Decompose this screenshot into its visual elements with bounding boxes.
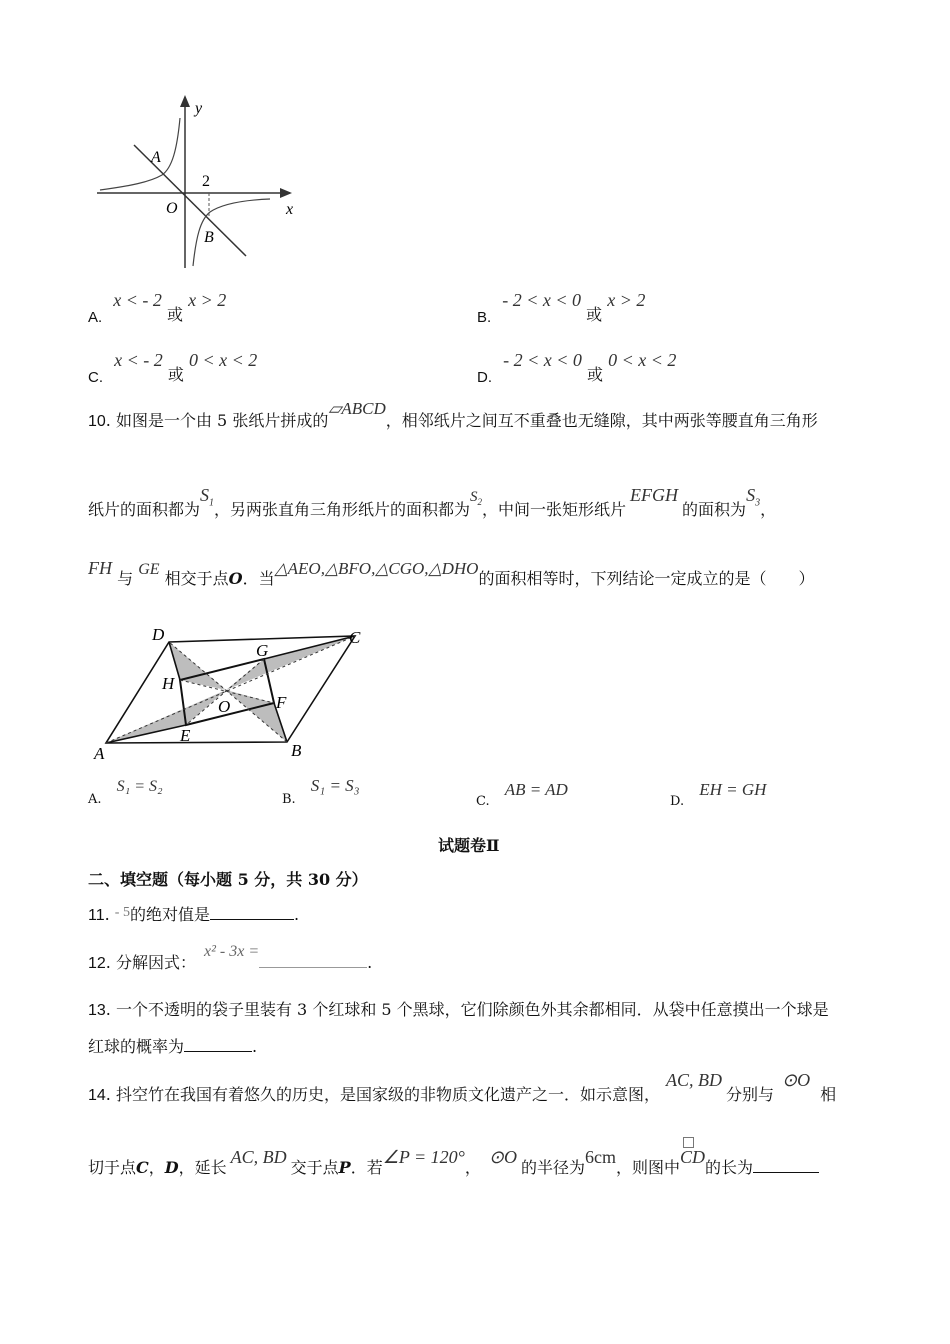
option-label: D. (477, 369, 492, 386)
vertex-label-h: H (162, 674, 175, 693)
point-b-label: B (204, 229, 214, 246)
graph-figure (90, 90, 310, 275)
arc-cd (680, 1147, 705, 1167)
option-math: x < - 2 (113, 290, 162, 310)
axis-x-label: x (286, 201, 294, 218)
q10-text: 与 (117, 569, 134, 588)
q9-option-c[interactable] (88, 348, 258, 386)
q11-math: - 5 (114, 905, 130, 920)
q12 (88, 938, 373, 972)
option-label: B. (282, 792, 296, 807)
axis-y-label: y (195, 100, 203, 117)
q11 (88, 902, 299, 925)
s1-subscript: 1 (209, 497, 215, 509)
option-math: - 2 < x < 0 (503, 350, 582, 370)
q10-option-a[interactable] (88, 776, 163, 807)
vertex-label-o: O (218, 697, 231, 716)
option-math: S₁ = S₂ (116, 778, 163, 795)
q10-text: ，另两张直角三角形纸片的面积都为 (214, 500, 471, 519)
q14-text: 切于点 (88, 1158, 137, 1177)
option-math: x > 2 (188, 290, 227, 310)
angle-p-expression: ∠P = 120° (382, 1147, 465, 1167)
q10-line-1 (88, 399, 818, 431)
option-math: S₁ = S₃ (310, 776, 360, 795)
q14-text: 交于点 (290, 1158, 339, 1177)
q13-text: . (252, 1037, 258, 1056)
q10-line-2 (88, 483, 777, 519)
question-number: 13 (88, 1002, 106, 1019)
q10-text: 的面积相等时，下列结论一定成立的是（ ） (478, 569, 815, 588)
radius-value: 6cm (585, 1147, 616, 1167)
q14-text: 分别与 (725, 1085, 774, 1104)
q14-line-1 (88, 1068, 837, 1104)
option-label: A. (88, 792, 102, 807)
option-math: 0 < x < 2 (188, 350, 258, 370)
q13-text: . 一个不透明的袋子里装有 3 个红球和 5 个黑球，它们除颜色外其余都相同．从袋中任意摸出一个球是 (105, 1000, 829, 1019)
question-number: 10 (88, 413, 106, 430)
q10-text: 的面积为 (682, 500, 747, 519)
q14-text: ．若 (350, 1158, 383, 1177)
edge-c-g (264, 636, 355, 659)
q14-text: ，延长 (178, 1158, 227, 1177)
option-math: EH = GH (699, 780, 767, 799)
vertex-label-g: G (256, 641, 269, 660)
q12-answer-blank[interactable] (259, 951, 367, 968)
q10-text: 相交于点 (164, 569, 229, 588)
question-number: 12 (88, 955, 106, 972)
q10-option-c[interactable] (476, 780, 568, 809)
q10-text: ， (760, 500, 777, 519)
s2-letter: S (470, 489, 478, 505)
vertex-label-c: C (349, 628, 361, 647)
q14-text: ， (464, 1158, 481, 1177)
option-label: C. (476, 794, 490, 809)
circle-o-symbol: ⊙O (488, 1147, 517, 1167)
q10-option-d[interactable] (670, 780, 767, 809)
q10-line-3 (88, 556, 815, 588)
option-math: x < - 2 (114, 350, 163, 370)
s3-subscript: 3 (755, 497, 761, 509)
option-math: x > 2 (607, 290, 646, 310)
q14-text: ，则图中 (616, 1158, 681, 1177)
vertex-label-e: E (180, 726, 191, 745)
parallelogram-figure (90, 620, 370, 765)
q14-answer-blank[interactable] (753, 1156, 819, 1173)
vertex-label-b: B (291, 741, 302, 760)
q11-text: . (293, 905, 300, 924)
q12-text: . 分解因式： (105, 953, 196, 972)
or-word: 或 (167, 365, 184, 384)
s2-subscript: 2 (477, 497, 483, 507)
tick-2-label: 2 (202, 173, 210, 190)
q12-math: x² - 3x = (203, 943, 260, 960)
or-word: 或 (586, 305, 603, 324)
section-heading: 二、填空题（每小题 5 分，共 30 分） (88, 870, 368, 889)
circle-o-symbol: ⊙O (782, 1070, 811, 1090)
q10-option-b[interactable] (282, 776, 360, 807)
efgh-name: EFGH (630, 485, 679, 505)
ge-name: GE (138, 561, 160, 578)
vertex-label-d: D (152, 625, 165, 644)
s1-symbol (200, 485, 215, 509)
arc-mark-icon (683, 1137, 694, 1148)
or-word: 或 (586, 365, 603, 384)
option-math: AB = AD (504, 780, 568, 799)
option-label: D. (670, 794, 685, 809)
point-a-label: A (151, 149, 161, 166)
option-label: B. (477, 309, 492, 326)
point-o-inline: O (228, 569, 243, 588)
q14-text: 的长为 (705, 1158, 754, 1177)
s2-symbol (470, 489, 482, 505)
q13-line-1 (88, 997, 829, 1020)
y-axis-arrow (180, 95, 190, 107)
option-math: - 2 < x < 0 (502, 290, 582, 310)
vertex-label-a: A (94, 744, 105, 763)
s3-symbol (746, 485, 761, 509)
q14-text: . 抖空竹在我国有着悠久的历史，是国家级的非物质文化遗产之一．如示意图， (105, 1085, 660, 1104)
option-label: A. (88, 309, 103, 326)
parallelogram-name: ▱ABCD (328, 399, 386, 418)
s1-letter: S (200, 485, 210, 505)
s3-letter: S (746, 485, 756, 505)
or-word: 或 (167, 305, 184, 324)
q13-text: 红球的概率为 (88, 1037, 185, 1056)
option-label: C. (88, 369, 103, 386)
q11-answer-blank[interactable] (210, 903, 294, 920)
q9-option-b[interactable] (477, 288, 646, 326)
q14-text: 相 (820, 1085, 837, 1104)
ac-bd-expression: AC, BD (665, 1070, 722, 1090)
q14-text: 的半径为 (520, 1158, 585, 1177)
q9-option-a[interactable] (88, 288, 227, 326)
q11-text: . (104, 905, 115, 924)
q13-answer-blank[interactable] (184, 1035, 252, 1052)
question-number: 14 (88, 1087, 106, 1104)
q11-text: 的绝对值是 (129, 905, 210, 924)
origin-label: O (166, 200, 178, 217)
q14-text: ， (148, 1158, 165, 1177)
fh-name: FH (88, 558, 112, 578)
point-d-inline: D (164, 1158, 179, 1177)
q10-text: ，相邻纸片之间互不重叠也无缝隙，其中两张等腰直角三角形 (385, 411, 818, 430)
question-number: 11 (88, 907, 105, 924)
option-math: 0 < x < 2 (608, 350, 677, 370)
q10-text: . 如图是一个由 5 张纸片拼成的 (105, 411, 329, 430)
q12-text: . (367, 953, 373, 972)
triangles-expression: △AEO,△BFO,△CGO,△DHO (274, 559, 479, 578)
x-axis-arrow (280, 188, 292, 198)
point-c-inline: C (136, 1158, 149, 1177)
q13-line-2 (88, 1034, 257, 1057)
point-p-inline: P (338, 1158, 351, 1177)
arc-cd-text: CD (680, 1147, 706, 1167)
q10-text: ．当 (242, 569, 275, 588)
vertex-label-f: F (276, 693, 287, 712)
q10-text: 纸片的面积都为 (88, 500, 201, 519)
paper-2-title: 试题卷Ⅱ (438, 836, 500, 855)
ac-bd-expression: AC, BD (230, 1147, 287, 1167)
q14-line-2 (88, 1145, 819, 1177)
q10-text: ，中间一张矩形纸片 (482, 500, 627, 519)
q9-option-d[interactable] (477, 348, 677, 386)
